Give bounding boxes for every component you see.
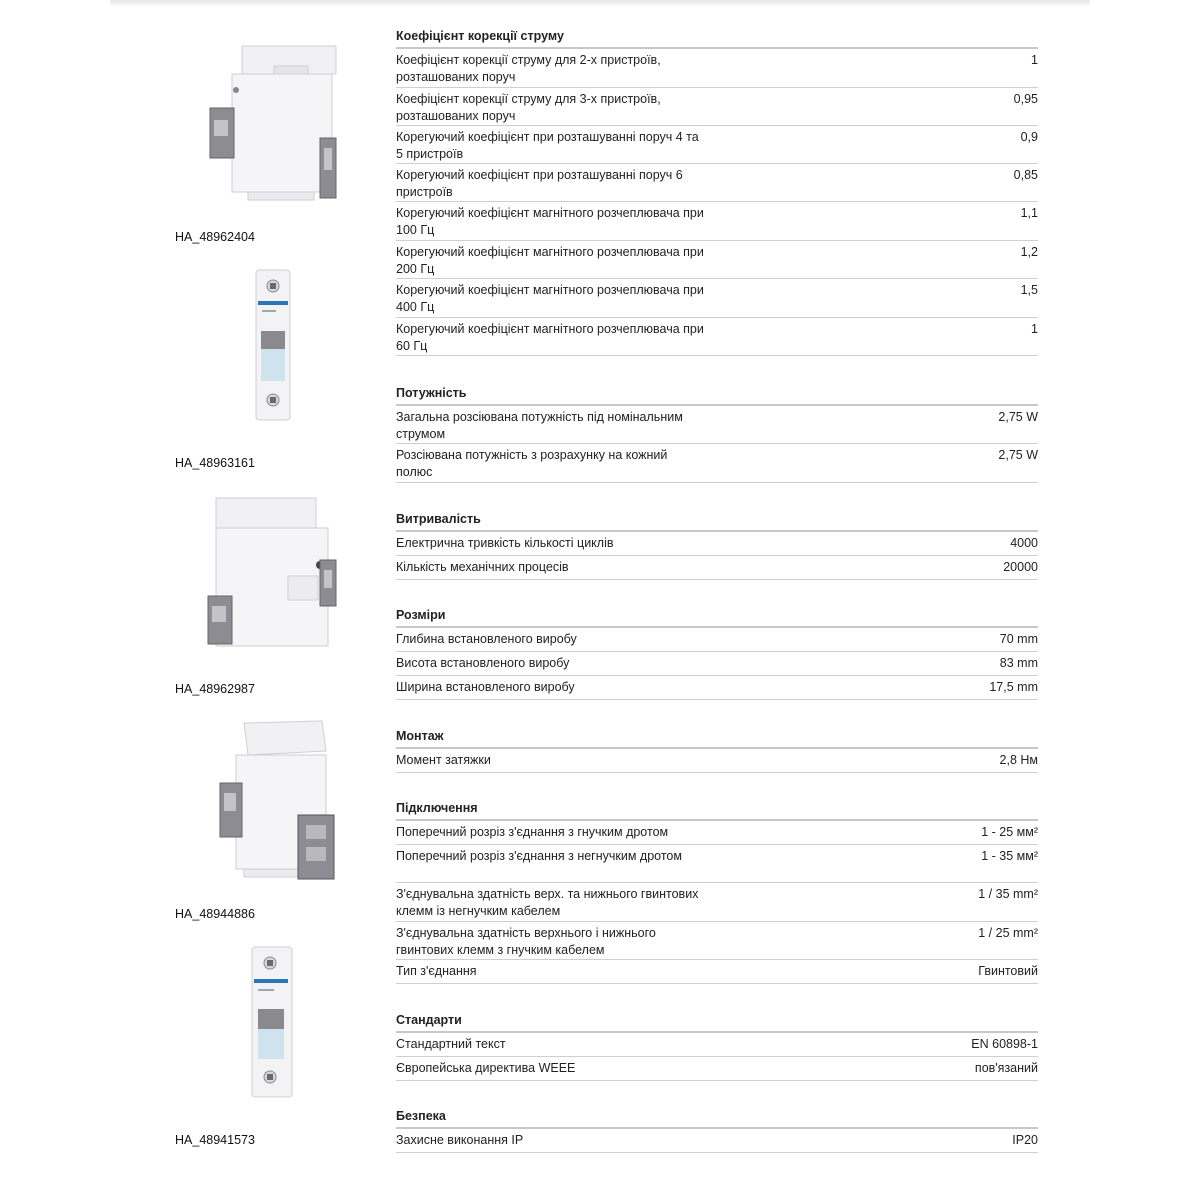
product-item — [170, 38, 370, 263]
spec-label: Захисне виконання IP — [396, 1133, 524, 1147]
spec-row — [396, 628, 1038, 652]
spec-label: Коефіцієнт корекції струму для 3-х пристроїв, розташованих поруч — [396, 92, 661, 123]
section-title: Безпека — [396, 1097, 1038, 1129]
spec-value: EN 60898-1 — [971, 1037, 1038, 1051]
spec-row — [396, 164, 1038, 202]
spec-value: 1,1 — [1020, 206, 1038, 220]
product-code: HA_48941573 — [175, 1133, 255, 1147]
spec-label: Тип з'єднання — [396, 964, 477, 978]
breaker-perspective-view-icon — [170, 715, 370, 915]
spec-label: Корегуючий коефіцієнт магнітного розчеплювача при 200 Гц — [396, 245, 704, 276]
spec-label: Розсіювана потужність з розрахунку на кожний полюс — [396, 448, 668, 479]
spec-label: Корегуючий коефіцієнт при розташуванні поруч 4 та 5 пристроїв — [396, 130, 699, 161]
spec-label: Кількість механічних процесів — [396, 560, 569, 574]
spec-row — [396, 318, 1038, 356]
section-title: Потужність — [396, 374, 1038, 406]
spec-value: 1 — [1031, 53, 1038, 67]
spec-label: З'єднувальна здатність верх. та нижнього гвинтових клемм із негнучким кабелем — [396, 887, 699, 918]
section-title: Стандарти — [396, 1001, 1038, 1033]
product-item — [170, 490, 370, 715]
product-code: HA_48963161 — [175, 456, 255, 470]
product-images-column — [0, 0, 380, 1200]
spec-label: Корегуючий коефіцієнт магнітного розчеплювача при 400 Гц — [396, 283, 704, 314]
spec-value: 1,2 — [1020, 245, 1038, 259]
breaker-side-view-icon — [170, 490, 370, 690]
spec-value: 2,75 W — [998, 448, 1038, 462]
spec-row — [396, 444, 1038, 483]
breaker-front-view-icon — [170, 264, 370, 464]
breaker-front-view-icon — [170, 941, 370, 1141]
spec-label: Електрична тривкість кількості циклів — [396, 536, 614, 550]
spec-row — [396, 821, 1038, 845]
spec-value: 17,5 mm — [989, 680, 1038, 694]
spec-row — [396, 922, 1038, 960]
spec-row — [396, 532, 1038, 556]
spec-value: IP20 — [1012, 1133, 1038, 1147]
spec-label: Коефіцієнт корекції струму для 2-х пристроїв, розташованих поруч — [396, 53, 661, 84]
breaker-side-view-icon — [170, 38, 370, 238]
spec-label: Загальна розсіювана потужність під номінальним струмом — [396, 410, 683, 441]
spec-value: 83 mm — [999, 656, 1038, 670]
spec-value: 1 / 25 mm² — [978, 926, 1038, 940]
spec-row — [396, 652, 1038, 676]
spec-value: 0,9 — [1020, 130, 1038, 144]
spec-label: Стандартний текст — [396, 1037, 506, 1051]
product-item — [170, 715, 370, 940]
section-title: Підключення — [396, 789, 1038, 821]
section-title: Монтаж — [396, 717, 1038, 749]
spec-row — [396, 279, 1038, 318]
spec-label: Момент затяжки — [396, 753, 491, 767]
spec-section — [396, 374, 1038, 483]
spec-label: Європейська директива WEEE — [396, 1061, 576, 1075]
spec-value: 1 — [1031, 322, 1038, 336]
spec-row — [396, 960, 1038, 984]
spec-label: Ширина встановленого виробу — [396, 680, 575, 694]
spec-value: 1 - 35 мм² — [981, 849, 1038, 863]
spec-section — [396, 500, 1038, 580]
spec-row — [396, 845, 1038, 883]
spec-section — [396, 1001, 1038, 1081]
spec-row — [396, 241, 1038, 279]
spec-section — [396, 789, 1038, 984]
spec-label: Корегуючий коефіцієнт магнітного розчеплювача при 100 Гц — [396, 206, 704, 237]
spec-value: 4000 — [1010, 536, 1038, 550]
product-code: HA_48962987 — [175, 682, 255, 696]
product-item — [170, 264, 370, 489]
spec-row — [396, 1129, 1038, 1153]
spec-value: Гвинтовий — [978, 964, 1038, 978]
product-code: HA_48962404 — [175, 230, 255, 244]
product-code: HA_48944886 — [175, 907, 255, 921]
spec-label: Поперечний розріз з'єднання з негнучким дротом — [396, 849, 682, 863]
spec-label: Поперечний розріз з'єднання з гнучким дротом — [396, 825, 669, 839]
spec-value: 1 / 35 mm² — [978, 887, 1038, 901]
spec-value: 0,85 — [1013, 168, 1038, 182]
spec-section — [396, 17, 1038, 356]
spec-row — [396, 49, 1038, 88]
spec-value: пов'язаний — [974, 1061, 1038, 1075]
spec-label: Глибина встановленого виробу — [396, 632, 577, 646]
spec-label: Корегуючий коефіцієнт при розташуванні поруч 6 пристроїв — [396, 168, 683, 199]
spec-row — [396, 883, 1038, 922]
section-title: Коефіцієнт корекції струму — [396, 17, 1038, 49]
spec-row — [396, 406, 1038, 444]
spec-section — [396, 596, 1038, 700]
spec-label: З'єднувальна здатність верхнього і нижнього гвинтових клемм з гнучким кабелем — [396, 926, 656, 957]
spec-section — [396, 717, 1038, 773]
spec-label: Корегуючий коефіцієнт магнітного розчеплювача при 60 Гц — [396, 322, 704, 353]
spec-row — [396, 1057, 1038, 1081]
spec-row — [396, 556, 1038, 580]
spec-row — [396, 202, 1038, 241]
spec-value: 2,8 Нм — [999, 753, 1038, 767]
spec-row — [396, 1033, 1038, 1057]
spec-section — [396, 1097, 1038, 1153]
spec-value: 2,75 W — [998, 410, 1038, 424]
product-item — [170, 941, 370, 1166]
spec-row — [396, 749, 1038, 773]
spec-value: 20000 — [1003, 560, 1038, 574]
spec-value: 1 - 25 мм² — [981, 825, 1038, 839]
spec-row — [396, 676, 1038, 700]
section-title: Витривалість — [396, 500, 1038, 532]
spec-value: 0,95 — [1013, 92, 1038, 106]
spec-value: 1,5 — [1020, 283, 1038, 297]
spec-row — [396, 88, 1038, 126]
spec-row — [396, 126, 1038, 164]
section-title: Розміри — [396, 596, 1038, 628]
spec-label: Висота встановленого виробу — [396, 656, 570, 670]
spec-value: 70 mm — [999, 632, 1038, 646]
